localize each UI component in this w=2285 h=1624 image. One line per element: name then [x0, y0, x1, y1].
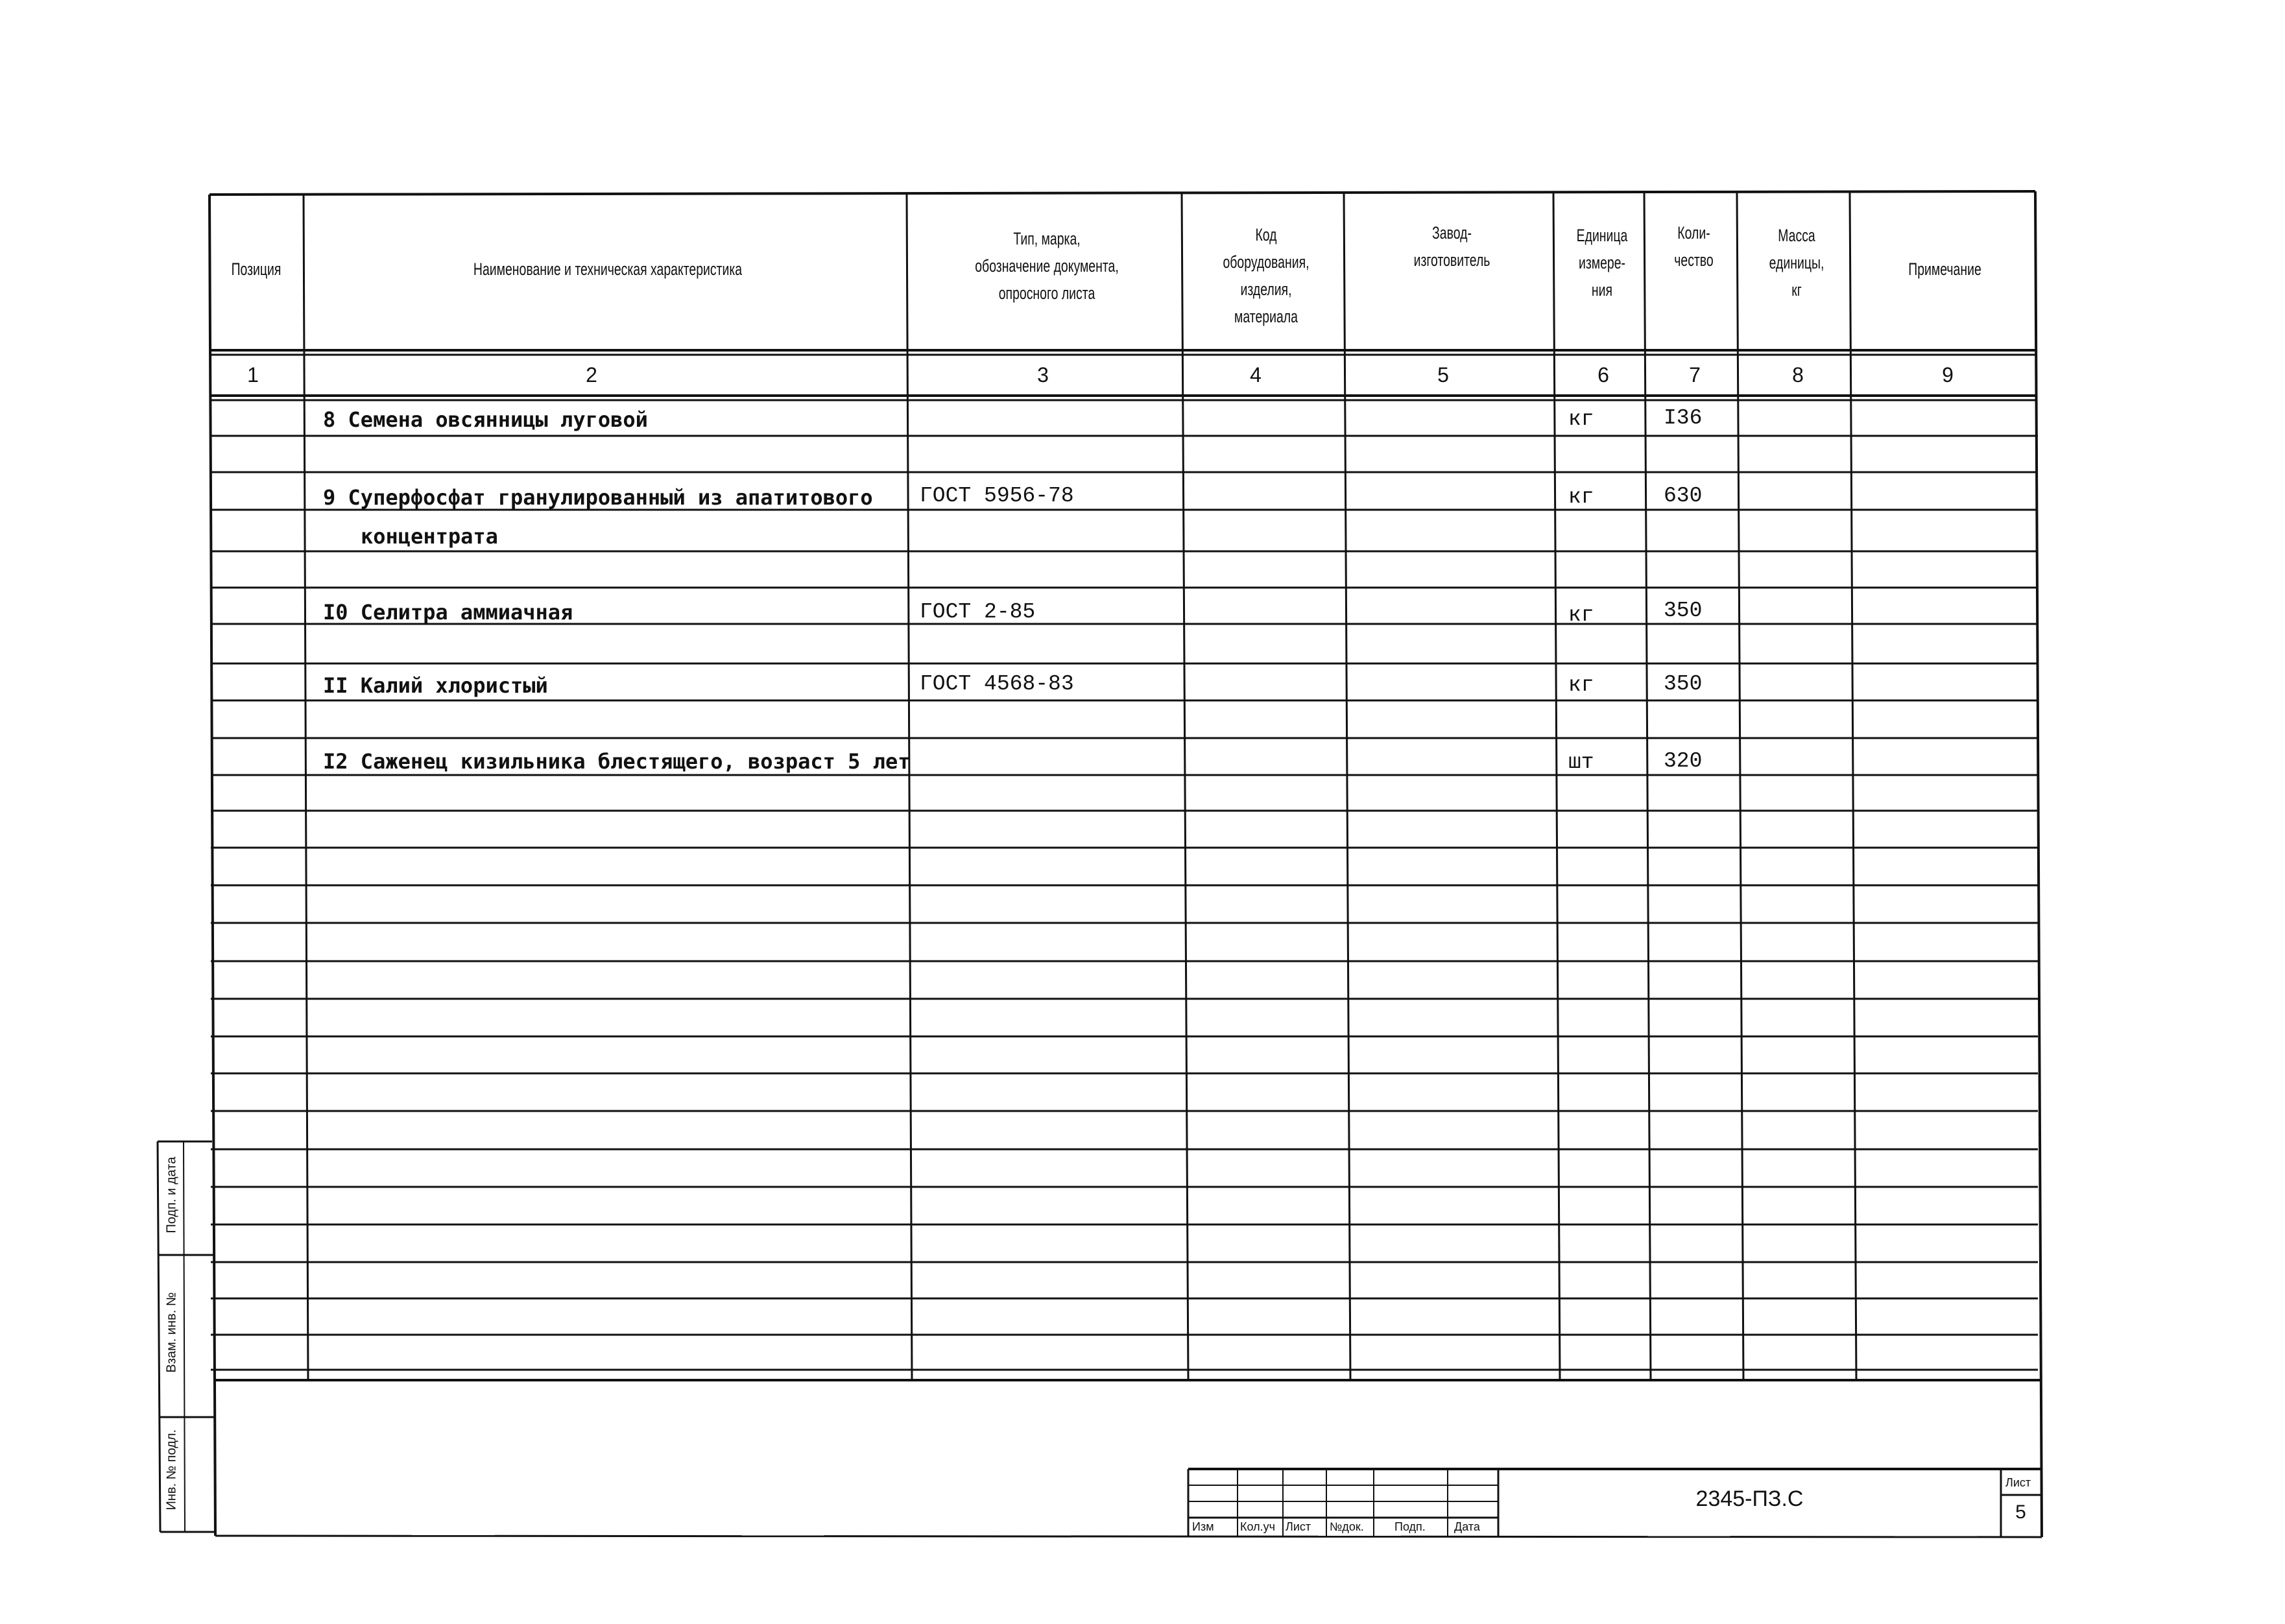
item-name: II Калий хлористый	[323, 673, 548, 698]
item-quantity: 320	[1664, 749, 1703, 773]
header-note: Примечание	[1908, 259, 1981, 279]
header-name: Наименование и техническая характеристика	[473, 259, 743, 279]
header-code: Код оборудования, изделия, материала	[1223, 225, 1310, 326]
item-name: I2 Саженец кизильника блестящего, возраст 5 лет	[323, 749, 911, 774]
column-number: 8	[1792, 363, 1804, 387]
item-unit: кг	[1568, 485, 1594, 509]
item-unit: кг	[1568, 407, 1594, 431]
document-designation: 2345-ПЗ.С	[1695, 1487, 1804, 1511]
header-unit-mass: Масса единицы, кг	[1769, 226, 1824, 300]
titleblock-label: Подп.	[1394, 1520, 1426, 1533]
column-number: 9	[1942, 363, 1954, 387]
header-unit: Единица измере- ния	[1576, 226, 1628, 300]
column-number: 4	[1250, 363, 1262, 387]
table-row-lines	[211, 436, 2038, 1370]
item-quantity: I36	[1664, 406, 1703, 430]
item-document: ГОСТ 4568-83	[920, 672, 1074, 696]
item-name: 8 Семена овсянницы луговой	[323, 407, 648, 432]
titleblock-label: №док.	[1330, 1520, 1364, 1533]
item-unit: кг	[1568, 603, 1594, 627]
header-position: Позиция	[231, 259, 281, 279]
titleblock-label: Изм	[1192, 1520, 1214, 1533]
header-quantity: Коли- чество	[1674, 223, 1714, 270]
column-number: 1	[247, 363, 259, 387]
column-number: 2	[586, 363, 597, 387]
item-document: ГОСТ 2-85	[920, 600, 1036, 624]
sheet-label: Лист	[2005, 1476, 2031, 1489]
column-number: 3	[1037, 363, 1049, 387]
item-name: I0 Селитра аммиачная	[323, 600, 573, 625]
column-number: 7	[1689, 363, 1701, 387]
item-name-continued: концентрата	[361, 524, 498, 549]
sheet-number: 5	[2015, 1501, 2026, 1523]
item-unit: шт	[1568, 750, 1594, 774]
item-unit: кг	[1568, 673, 1594, 697]
header-doc-type: Тип, марка, обозначение документа, опросного листа	[975, 229, 1119, 303]
stamp-original-inventory: Инв. № подл.	[164, 1429, 179, 1511]
item-document: ГОСТ 5956-78	[920, 484, 1074, 508]
stamp-signature-date: Подп. и дата	[164, 1156, 179, 1234]
column-number: 5	[1437, 363, 1449, 387]
titleblock-label: Лист	[1286, 1520, 1311, 1533]
item-quantity: 350	[1664, 599, 1703, 623]
column-number: 6	[1597, 363, 1609, 387]
header-manufacturer: Завод- изготовитель	[1413, 223, 1490, 270]
titleblock-label: Дата	[1454, 1520, 1480, 1533]
item-name: 9 Суперфосфат гранулированный из апатитового	[323, 485, 873, 510]
stamp-replacement-inventory: Взам. инв. №	[164, 1292, 179, 1373]
titleblock-label: Кол.уч	[1240, 1520, 1275, 1533]
item-quantity: 630	[1664, 484, 1703, 508]
item-quantity: 350	[1664, 672, 1703, 696]
